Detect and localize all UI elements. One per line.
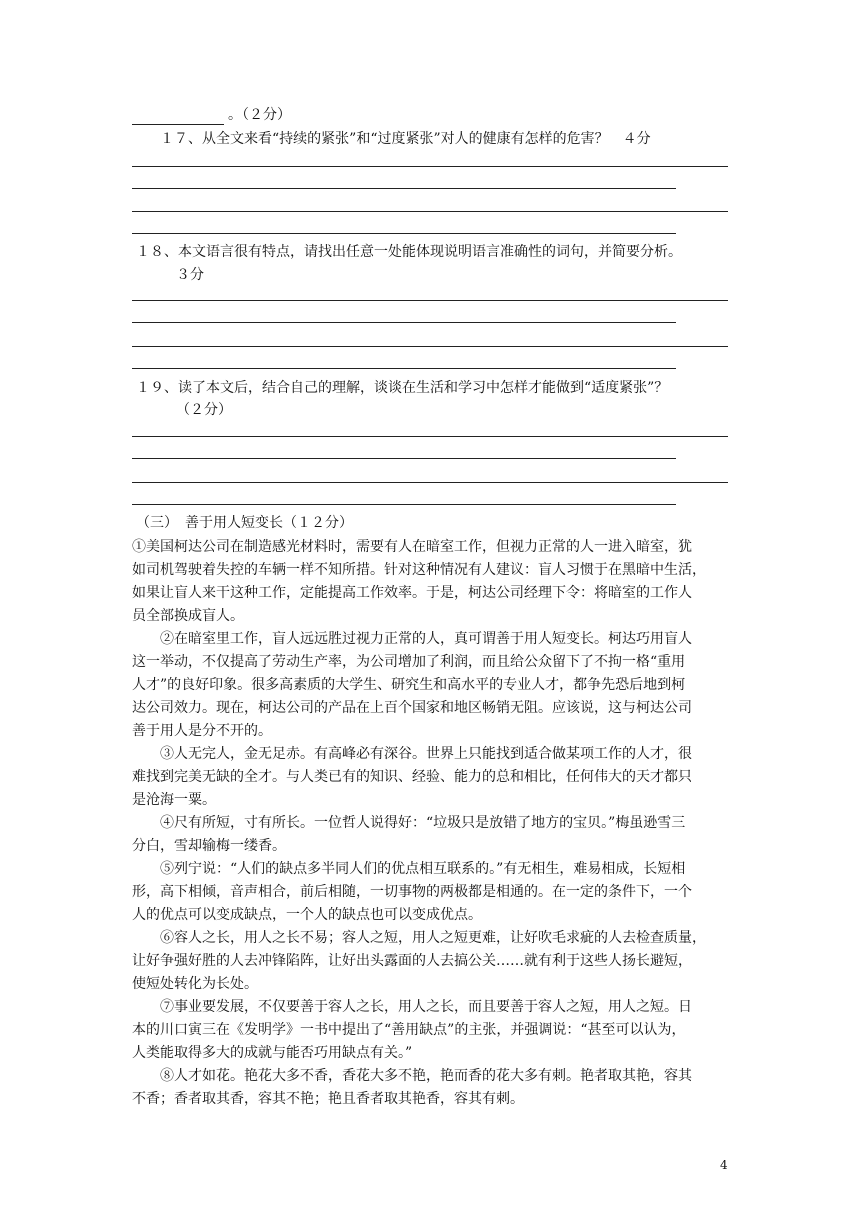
passage-line: 不香；香者取其香，容其不艳；艳且香者取其艳香，容其有刺。 <box>132 1091 524 1107</box>
passage-line: 人类能取得多大的成就与能否巧用缺点有关。” <box>132 1045 413 1061</box>
q17-answer-line <box>132 188 676 189</box>
q19-score: （２分） <box>176 402 232 418</box>
q18-answer-line <box>132 368 676 369</box>
q19-answer-line <box>132 504 676 505</box>
q18-answer-line <box>132 300 728 301</box>
passage-line: ②在暗室里工作，盲人远远胜过视力正常的人，真可谓善于用人短变长。柯达巧用盲人 <box>160 631 692 647</box>
q18-score: ３分 <box>176 267 204 283</box>
passage-line: 形，高下相倾，音声相合，前后相随，一切事物的两极都是相通的。在一定的条件下，一个 <box>132 884 692 900</box>
q17-answer-line <box>132 233 676 234</box>
passage-line: ⑥容人之长，用人之长不易；容人之短，用人之短更难，让好吹毛求疵的人去检查质量， <box>160 930 706 946</box>
q19-answer-line <box>132 482 728 483</box>
passage-line: ⑤列宁说：“人们的缺点多半同人们的优点相互联系的。”有无相生，难易相成，长短相 <box>160 861 686 877</box>
passage-line: ①美国柯达公司在制造感光材料时，需要有人在暗室工作，但视力正常的人一进入暗室，犹 <box>132 539 692 555</box>
q19-question: １９、读了本文后，结合自己的理解，谈谈在生活和学习中怎样才能做到“适度紧张”？ <box>136 380 669 396</box>
passage-line: 如果让盲人来干这种工作，定能提高工作效率。于是，柯达公司经理下令：将暗室的工作人 <box>132 585 692 601</box>
q19-answer-line <box>132 458 676 459</box>
passage-line: ⑧人才如花。艳花大多不香，香花大多不艳，艳而香的花大多有刺。艳者取其艳，容其 <box>160 1068 692 1084</box>
passage-line: 难找到完美无缺的全才。与人类已有的知识、经验、能力的总和相比，任何伟大的天才都只 <box>132 769 692 785</box>
passage-line: ⑦事业要发展，不仅要善于容人之长，用人之长，而且要善于容人之短，用人之短。日 <box>160 999 692 1015</box>
page-number: 4 <box>720 1158 728 1172</box>
passage-line: 使短处转化为长处。 <box>132 976 258 992</box>
passage-line: 达公司效力。现在，柯达公司的产品在上百个国家和地区畅销无阻。应该说，这与柯达公司 <box>132 700 692 716</box>
q17-question: １７、从全文来看“持续的紧张”和“过度紧张”对人的健康有怎样的危害？ ４分 <box>160 131 651 147</box>
q16-score: 。（２分） <box>228 107 291 123</box>
passage-line: 让好争强好胜的人去冲锋陷阵，让好出头露面的人去搞公关……就有利于这些人扬长避短， <box>132 953 692 969</box>
passage-line: 是沧海一粟。 <box>132 792 216 808</box>
passage-line: 人的优点可以变成缺点，一个人的缺点也可以变成优点。 <box>132 907 482 923</box>
q16-answer-blank <box>132 124 224 125</box>
q19-answer-line <box>132 436 728 437</box>
passage-line: 分白，雪却输梅一缕香。 <box>132 838 286 854</box>
q17-answer-line <box>132 166 728 167</box>
passage-line: 本的川口寅三在《发明学》一书中提出了“善用缺点”的主张，并强调说：“甚至可以认为， <box>132 1022 686 1038</box>
q18-answer-line <box>132 322 676 323</box>
q18-answer-line <box>132 346 728 347</box>
passage-line: 员全部换成盲人。 <box>132 608 244 624</box>
section-heading: （三） 善于用人短变长（１２分） <box>136 515 353 531</box>
q18-question: １８、本文语言很有特点，请找出任意一处能体现说明语言准确性的词句，并简要分析。 <box>136 244 682 260</box>
passage-line: 人才”的良好印象。很多高素质的大学生、研究生和高水平的专业人才，都争先恐后地到柯 <box>132 677 686 693</box>
passage-line: ③人无完人，金无足赤。有高峰必有深谷。世界上只能找到适合做某项工作的人才，很 <box>160 746 692 762</box>
passage-line: ④尺有所短，寸有所长。一位哲人说得好：“垃圾只是放错了地方的宝贝。”梅虽逊雪三 <box>160 815 686 831</box>
passage-line: 如司机驾驶着失控的车辆一样不知所措。针对这种情况有人建议：盲人习惯于在黑暗中生活， <box>132 562 706 578</box>
passage-line: 善于用人是分不开的。 <box>132 723 272 739</box>
passage-line: 这一举动，不仅提高了劳动生产率，为公司增加了利润，而且给公众留下了不拘一格“重用 <box>132 654 686 670</box>
q17-answer-line <box>132 211 728 212</box>
